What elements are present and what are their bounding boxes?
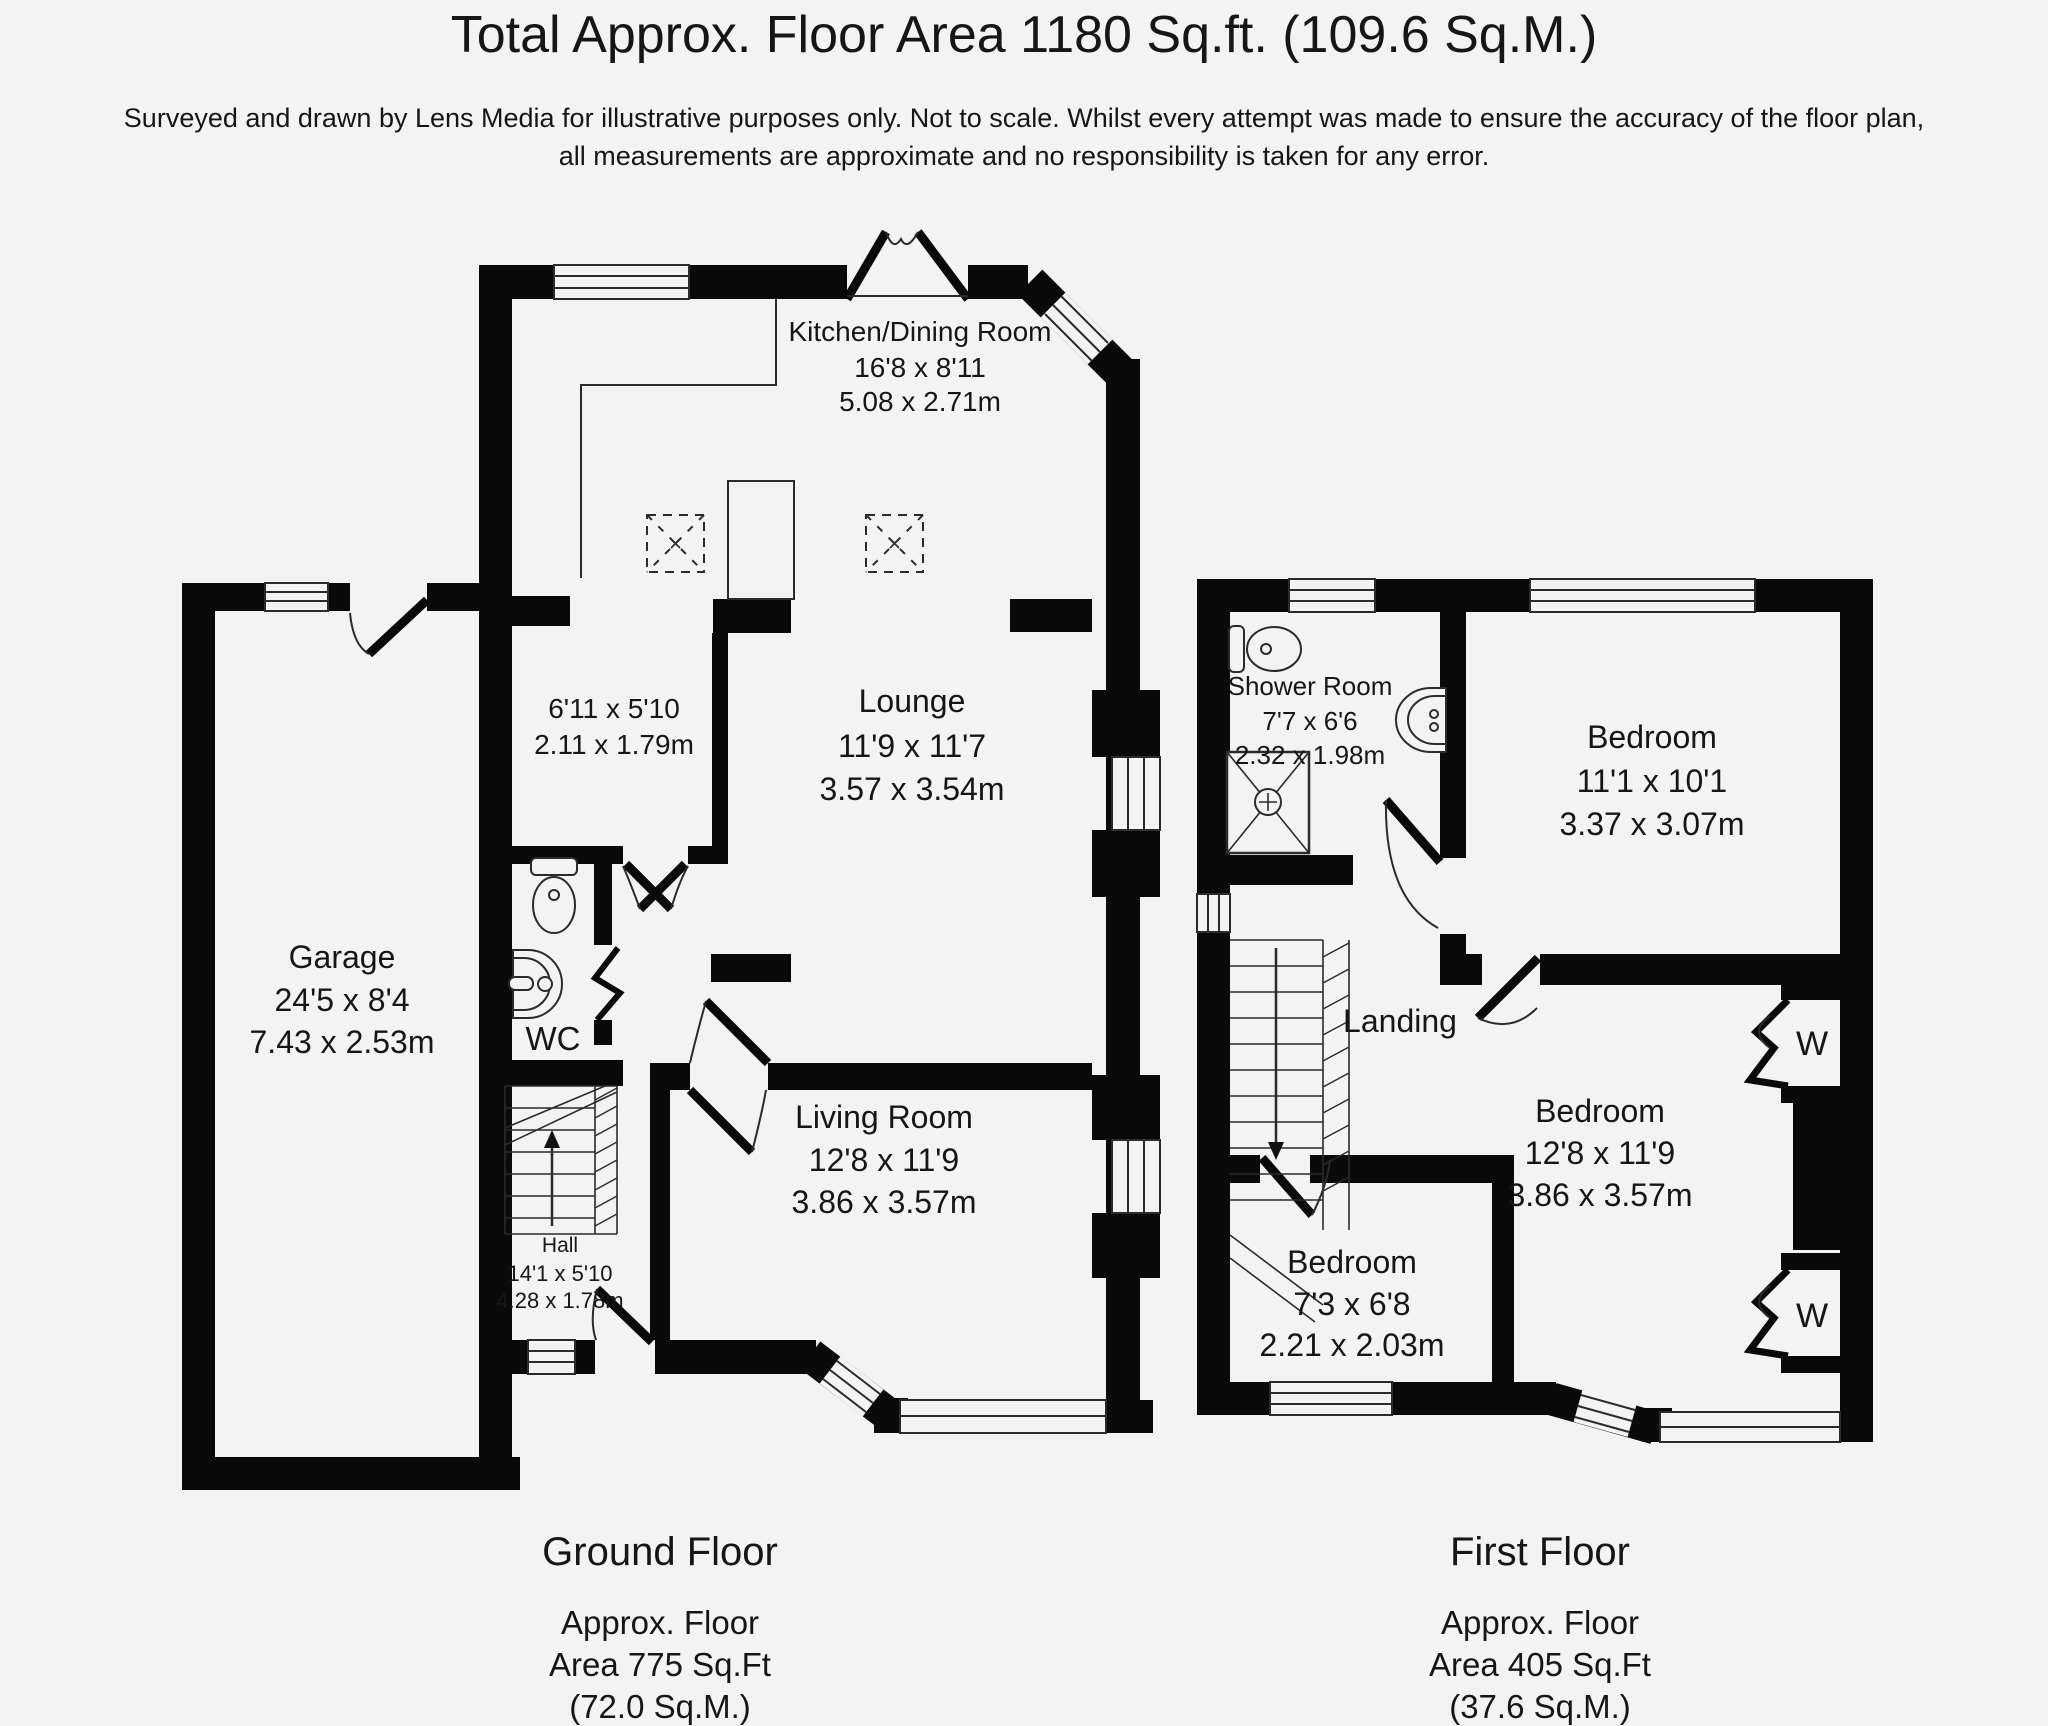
wardrobe2-label: W xyxy=(1795,1297,1829,1335)
bedroom1-size-ft: 11'1 x 10'1 xyxy=(1576,763,1728,799)
stair-treads xyxy=(505,1086,617,1234)
stair-direction-arrow-up xyxy=(544,1130,560,1148)
disclaimer-line-2: all measurements are approximate and no responsibility is taken for any error. xyxy=(558,141,1490,171)
toilet-bowl xyxy=(1247,627,1301,671)
ground-floor-area-3: (72.0 Sq.M.) xyxy=(569,1688,751,1725)
bedroom3-size-ft: 7'3 x 6'8 xyxy=(1293,1286,1411,1322)
kitchen-size-m: 5.08 x 2.71m xyxy=(839,386,1001,417)
sink-tap xyxy=(1430,710,1438,718)
lounge-size-ft: 11'9 x 11'7 xyxy=(837,728,987,764)
ground-floor-area-1: Approx. Floor xyxy=(560,1604,760,1641)
bedroom1-label: Bedroom xyxy=(1587,719,1717,755)
hall-size-m: 4.28 x 1.78m xyxy=(496,1288,624,1313)
toilet-cistern xyxy=(531,858,577,875)
sink-tap xyxy=(509,977,533,990)
living-room-size-m: 3.86 x 3.57m xyxy=(791,1184,977,1220)
first-floor-area-2: Area 405 Sq.Ft xyxy=(1429,1646,1651,1683)
hall-size-ft: 14'1 x 5'10 xyxy=(507,1261,613,1286)
hall-label: Hall xyxy=(541,1234,579,1257)
living-room-bay-corner-window xyxy=(810,1355,893,1418)
bedroom2-size-ft: 12'8 x 11'9 xyxy=(1524,1135,1676,1171)
kitchen-label: Kitchen/Dining Room xyxy=(788,316,1052,347)
bedroom2-label: Bedroom xyxy=(1535,1093,1665,1129)
landing-label: Landing xyxy=(1343,1003,1457,1039)
door-swing-arcs xyxy=(1312,800,1770,1318)
sink-drain xyxy=(538,977,552,991)
bedroom2-bay-corner-window xyxy=(1552,1395,1655,1432)
wc-toilet xyxy=(531,858,577,933)
garage-size-ft: 24'5 x 8'4 xyxy=(274,982,410,1018)
toilet-cistern xyxy=(1229,626,1244,672)
garage-label: Garage xyxy=(288,939,396,975)
stair-hatching xyxy=(595,1088,617,1226)
bedroom1-size-m: 3.37 x 3.07m xyxy=(1559,806,1745,842)
living-room-label: Living Room xyxy=(795,1099,973,1135)
living-room-size-ft: 12'8 x 11'9 xyxy=(808,1142,960,1178)
kitchen-size-ft: 16'8 x 8'11 xyxy=(854,352,986,383)
first-floor-area-1: Approx. Floor xyxy=(1440,1604,1640,1641)
ground-floor-plan xyxy=(182,232,1160,1725)
first-floor-plan xyxy=(1197,579,1873,1725)
wc-label: WC xyxy=(525,1020,581,1057)
garage-size-m: 7.43 x 2.53m xyxy=(249,1024,435,1060)
shower-room-label: Shower Room xyxy=(1227,671,1393,701)
bedroom2-size-m: 3.86 x 3.57m xyxy=(1507,1177,1693,1213)
ground-floor-caption: Ground Floor xyxy=(542,1530,778,1574)
bedroom3-label: Bedroom xyxy=(1287,1244,1417,1280)
disclaimer-line-1: Surveyed and drawn by Lens Media for illustrative purposes only. Not to scale. Whilst every attempt was made to ensure the accuracy of the floor plan, xyxy=(123,103,1925,133)
ground-floor-area-2: Area 775 Sq.Ft xyxy=(549,1646,771,1683)
first-floor-caption: First Floor xyxy=(1450,1530,1630,1574)
lounge-size-m: 3.57 x 3.54m xyxy=(819,771,1005,807)
shower-toilet xyxy=(1229,626,1301,672)
wc-sink xyxy=(509,950,562,1018)
store-size-ft: 6'11 x 5'10 xyxy=(548,693,680,724)
page-title: Total Approx. Floor Area 1180 Sq.ft. (109.6 Sq.M.) xyxy=(450,6,1598,64)
wardrobe-bifold-doors xyxy=(1750,1000,1788,1356)
shower-room-size-ft: 7'7 x 6'6 xyxy=(1262,706,1358,736)
wardrobe1-label: W xyxy=(1795,1025,1829,1063)
stair-hatching xyxy=(1323,943,1349,1191)
kitchen-peninsula-counter xyxy=(728,481,794,599)
store-size-m: 2.11 x 1.79m xyxy=(534,729,694,760)
shower-sink xyxy=(1396,688,1446,752)
toilet-flush xyxy=(1261,644,1271,654)
lounge-label: Lounge xyxy=(858,683,966,719)
toilet-bowl xyxy=(533,877,575,933)
staircase-ground xyxy=(505,1086,617,1234)
sink-tap xyxy=(1430,723,1438,731)
first-floor-area-3: (37.6 Sq.M.) xyxy=(1449,1688,1631,1725)
toilet-flush xyxy=(549,890,559,900)
bedroom3-size-m: 2.21 x 2.03m xyxy=(1259,1327,1445,1363)
shower-room-size-m: 2.32 x 1.98m xyxy=(1234,740,1386,770)
